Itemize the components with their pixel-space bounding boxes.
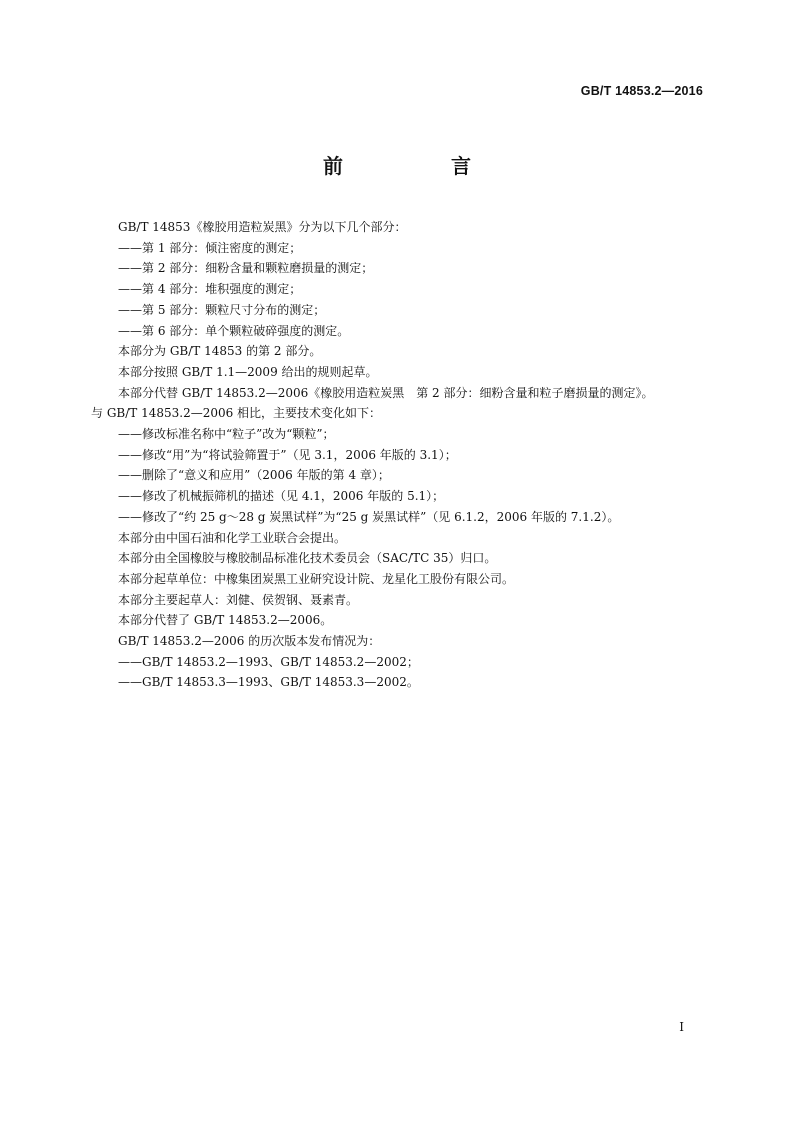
paragraph: GB/T 14853.2—2006 的历次版本发布情况为： <box>118 634 381 649</box>
paragraph: ——修改“用”为“将试验筛置于”（见 3.1，2006 年版的 3.1）； <box>118 447 457 462</box>
paragraph: 与 GB/T 14853.2—2006 相比，主要技术变化如下： <box>91 406 382 421</box>
paragraph: ——第 5 部分：颗粒尺寸分布的测定； <box>118 302 326 317</box>
paragraph: 本部分代替 GB/T 14853.2—2006《橡胶用造粒炭黑 第 2 部分：细粉含量和粒子磨损量的测定》。 <box>118 385 654 400</box>
paragraph: ——GB/T 14853.3—1993、GB/T 14853.3—2002。 <box>118 675 419 690</box>
paragraph: 本部分为 GB/T 14853 的第 2 部分。 <box>118 344 322 359</box>
paragraph: 本部分起草单位：中橡集团炭黑工业研究设计院、龙星化工股份有限公司。 <box>118 571 515 586</box>
paragraph: 本部分主要起草人：刘健、侯贺钢、聂素青。 <box>118 592 359 607</box>
standard-number: GB/T 14853.2—2016 <box>580 84 703 98</box>
paragraph: ——第 4 部分：堆积强度的测定； <box>118 282 302 297</box>
paragraph: ——修改标准名称中“粒子”改为“颗粒”； <box>118 427 335 442</box>
paragraph: ——GB/T 14853.2—1993、GB/T 14853.2—2002； <box>118 654 419 669</box>
paragraph: ——修改了“约 25 g～28 g 炭黑试样”为“25 g 炭黑试样”（见 6.1.2，2006 年版的 7.1.2）。 <box>118 509 620 524</box>
page-title: 前 言 <box>323 154 515 178</box>
paragraph: ——第 6 部分：单个颗粒破碎强度的测定。 <box>118 323 350 338</box>
paragraph: GB/T 14853《橡胶用造粒炭黑》分为以下几个部分： <box>118 220 407 234</box>
paragraph: ——删除了“意义和应用”（2006 年版的第 4 章）； <box>118 468 390 483</box>
paragraph: ——修改了机械振筛机的描述（见 4.1，2006 年版的 5.1）； <box>118 489 445 504</box>
paragraph: ——第 2 部分：细粉含量和颗粒磨损量的测定； <box>118 261 374 276</box>
foreword-body <box>91 217 711 693</box>
paragraph: 本部分由中国石油和化学工业联合会提出。 <box>118 530 347 545</box>
paragraph: 本部分按照 GB/T 1.1—2009 给出的规则起草。 <box>118 364 378 379</box>
paragraph: ——第 1 部分：倾注密度的测定； <box>118 240 302 255</box>
paragraph: 本部分由全国橡胶与橡胶制品标准化技术委员会（SAC/TC 35）归口。 <box>118 551 497 566</box>
page-number: I <box>679 1020 684 1034</box>
paragraph: 本部分代替了 GB/T 14853.2—2006。 <box>118 613 333 628</box>
